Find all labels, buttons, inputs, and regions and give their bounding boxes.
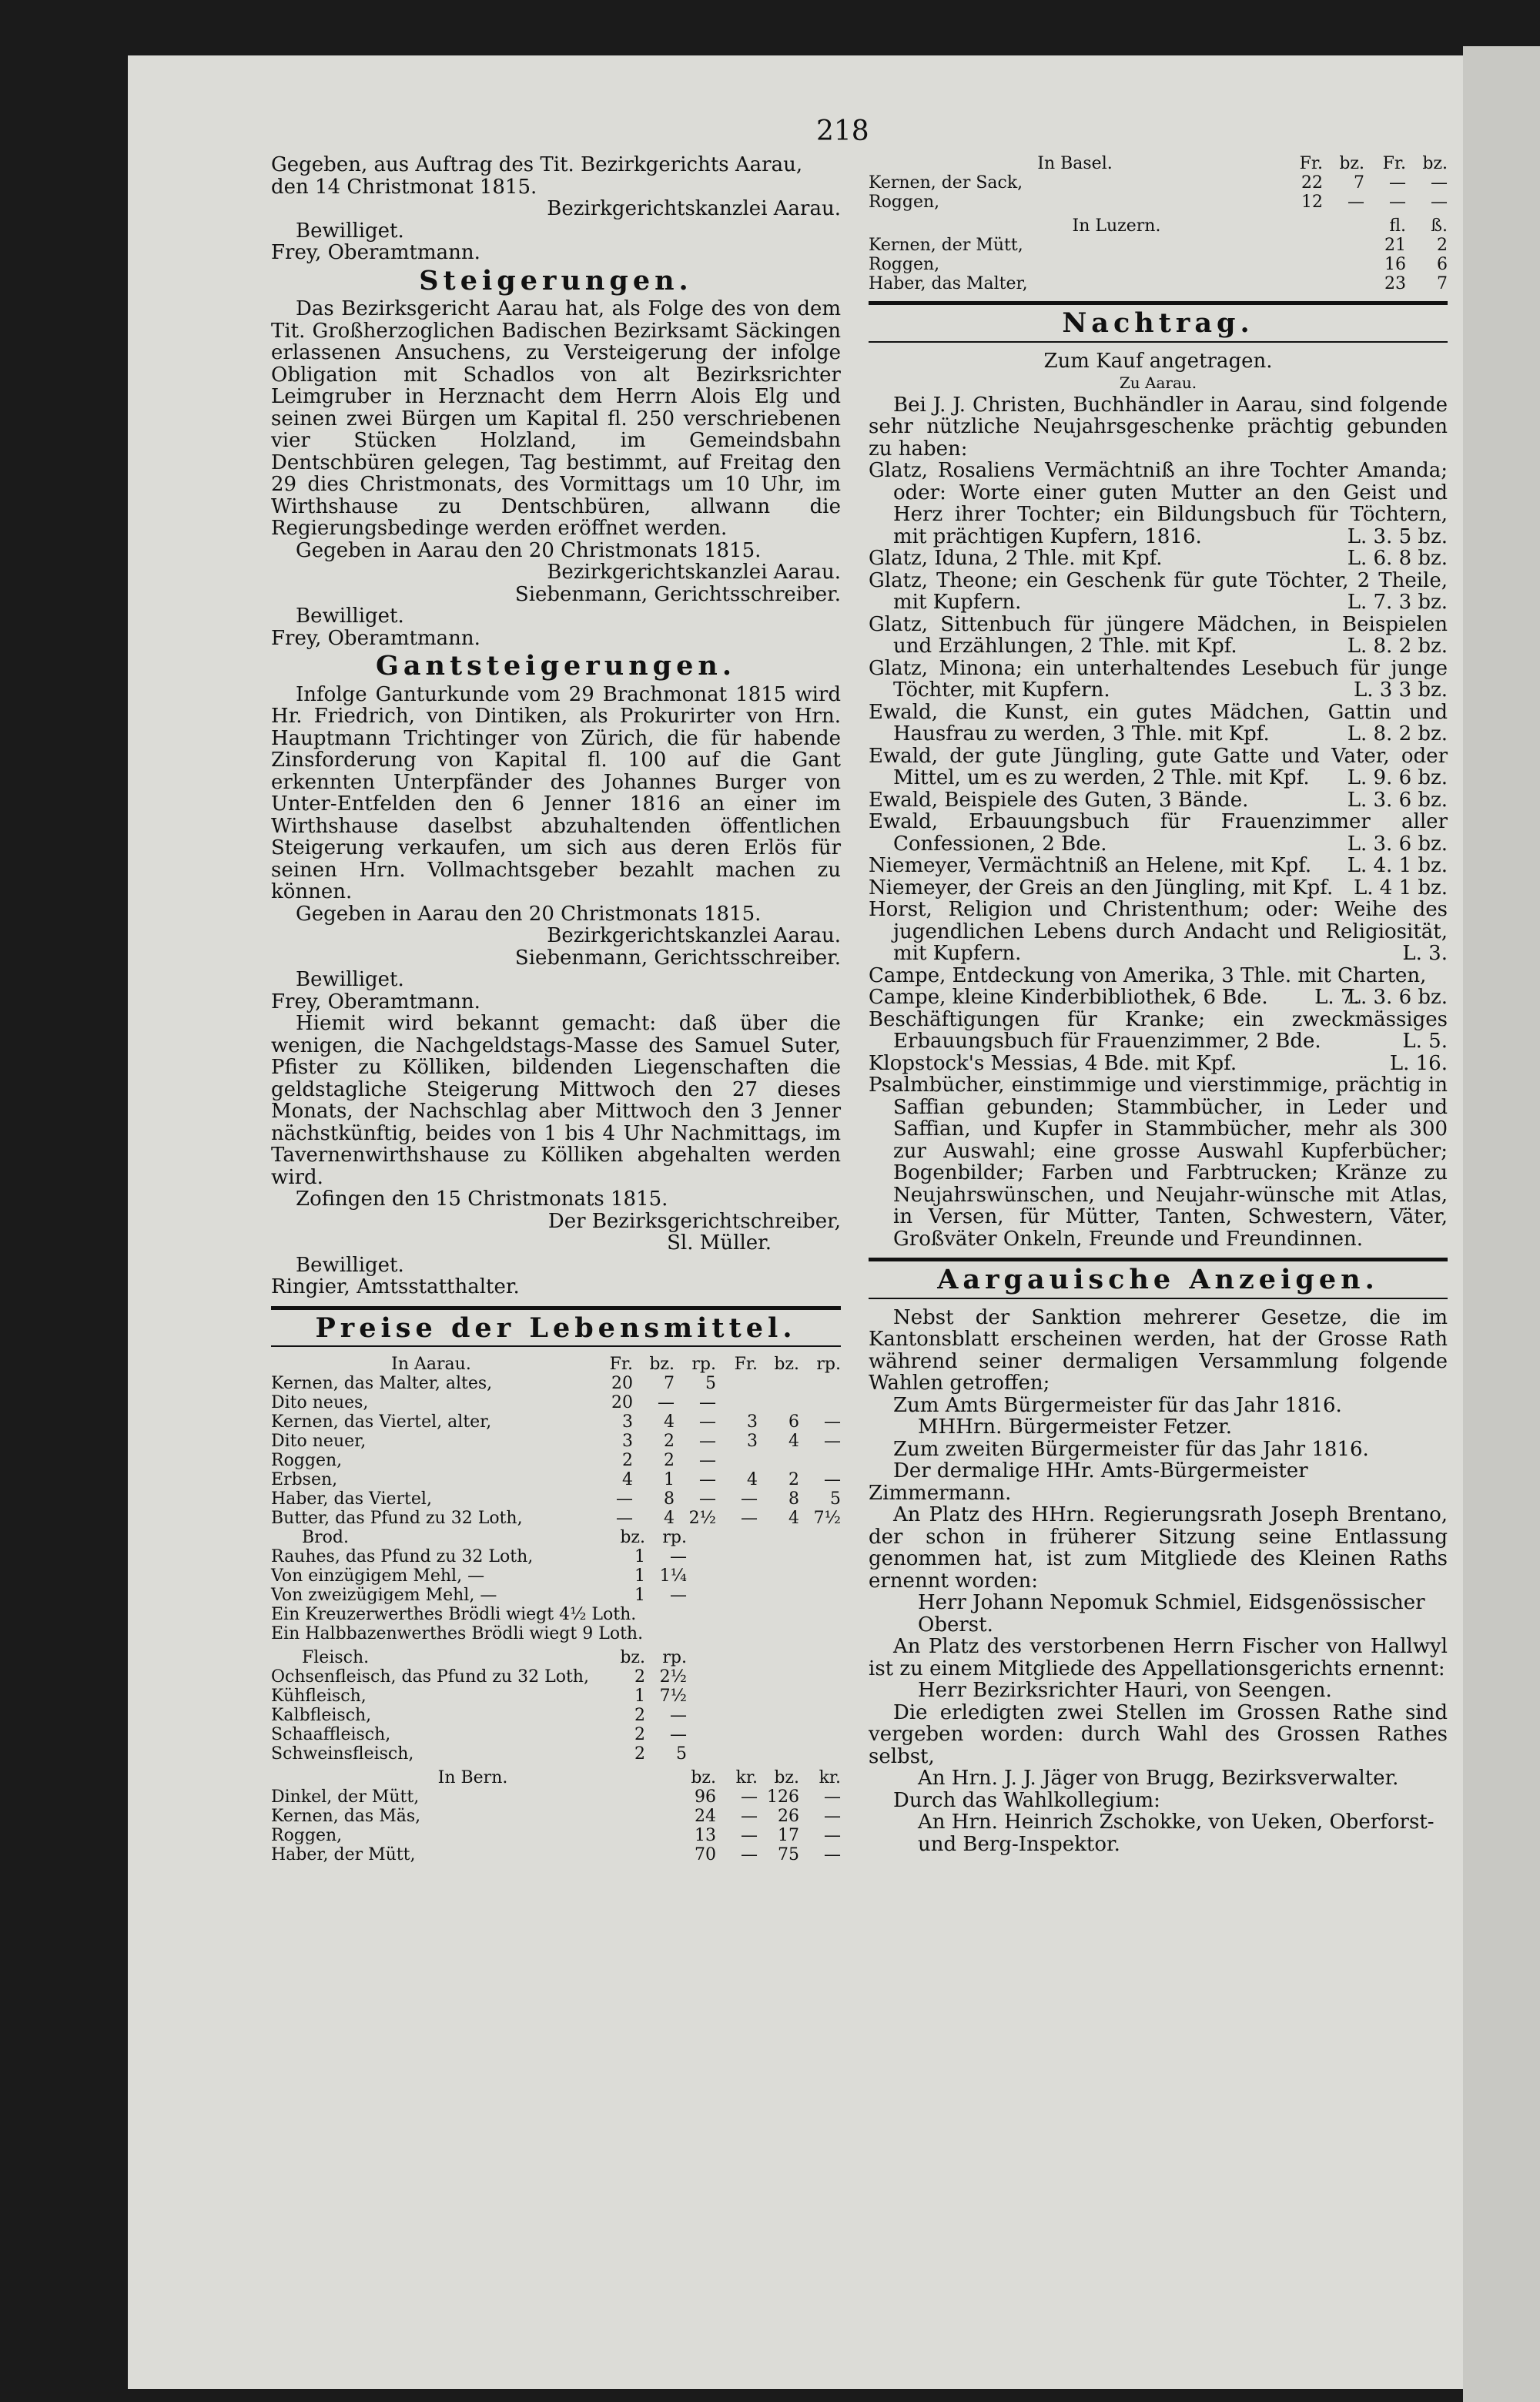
book-title: Niemeyer, der Greis an den Jüngling, mit Kpf. xyxy=(869,876,1334,899)
gant-sign2: Ringier, Amtsstatthalter. xyxy=(271,1275,520,1298)
bern-place: In Bern. xyxy=(437,1768,508,1787)
aarau-price-row-label: Kernen, das Malter, altes, xyxy=(271,1374,493,1393)
col-head: Fr. xyxy=(609,1355,633,1374)
aarau-price-table xyxy=(271,1355,841,1864)
book-title: Glatz, Theone; ein Geschenk für gute Töchter, 2 Theile, mit Kupfern. xyxy=(869,568,1448,614)
luzern-price-row xyxy=(869,236,1448,255)
gant-approved2: Bewilliget. xyxy=(296,1253,404,1277)
court1-sign: Frey, Oberamtmann. xyxy=(271,241,480,264)
fleisch-price-row-label: Kalbfleisch, xyxy=(271,1706,372,1725)
book-price: L. 8. 2 bz. xyxy=(1347,722,1448,745)
book-item xyxy=(869,1074,1448,1250)
aarau-price-row-value: — xyxy=(699,1432,716,1451)
col-head: rp. xyxy=(816,1355,841,1374)
bern-price-row-value: — xyxy=(824,1845,841,1864)
basel-place: In Basel. xyxy=(1037,154,1113,173)
bern-price-row xyxy=(271,1807,841,1826)
book-price: L. 3. 6 bz. xyxy=(1347,788,1448,812)
col-head: bz. xyxy=(774,1355,799,1374)
basel-price-row-value: — xyxy=(1389,173,1406,193)
book-list xyxy=(869,460,1448,1250)
aarau-price-row-value: 4 xyxy=(664,1412,675,1432)
section-rule xyxy=(869,301,1448,305)
book-item xyxy=(869,460,1448,548)
col-head: rp. xyxy=(662,1648,687,1667)
aarau-price-row-value: 3 xyxy=(622,1432,633,1451)
bern-price-row-value: — xyxy=(741,1826,758,1845)
brod-price-row xyxy=(271,1586,841,1605)
gant-date: Gegeben in Aarau den 20 Christmonats 1815. xyxy=(296,902,762,926)
gant-clerk2: Der Bezirksgerichtschreiber, xyxy=(547,1209,841,1233)
spacer xyxy=(708,1605,841,1624)
brod-price-row xyxy=(271,1566,841,1586)
book-price: L. 6. 8 bz. xyxy=(1347,547,1448,570)
steigerungen-clerk: Siebenmann, Gerichtsschreiber. xyxy=(514,582,841,606)
book-title: Glatz, Iduna, 2 Thle. mit Kpf. xyxy=(869,547,1163,570)
gant-date2: Zofingen den 15 Christmonats 1815. xyxy=(296,1188,668,1211)
book-price: L. 4. 1 bz. xyxy=(1347,854,1448,877)
book-item xyxy=(869,899,1448,965)
prices-heading: Preise der Lebensmittel. xyxy=(315,1312,797,1344)
fleisch-price-row xyxy=(271,1744,841,1764)
fleisch-price-row-label: Schaaffleisch, xyxy=(271,1725,391,1744)
book-price: L. 4 1 bz. xyxy=(1353,876,1448,899)
fleisch-price-row xyxy=(271,1706,841,1725)
aarau-price-row-value xyxy=(716,1374,758,1393)
aarau-price-row xyxy=(271,1393,841,1412)
bern-price-row-label: Roggen, xyxy=(271,1826,343,1845)
bern-price-row-value: — xyxy=(741,1807,758,1826)
col-head: bz. xyxy=(1422,154,1448,173)
book-title: Ewald, der gute Jüngling, gute Gatte und Vater, oder Mittel, um es zu werden, 2 Thle. mit Kpf. xyxy=(869,744,1448,789)
brod-price-row-label: Ein Kreuzerwerthes Brödli wiegt 4½ Loth. xyxy=(271,1605,637,1624)
nachtrag-subtitle: Zum Kauf angetragen. xyxy=(1043,349,1273,373)
anzeigen-l1: Zum Amts Bürgermeister für das Jahr 1816. xyxy=(893,1393,1342,1417)
luzern-price-row xyxy=(869,274,1448,293)
col-head: ß. xyxy=(1431,216,1448,236)
fleisch-price-row-value: 5 xyxy=(676,1744,687,1764)
basel-price-row-value: — xyxy=(1389,193,1406,212)
book-title: Klopstock's Messias, 4 Bde. mit Kpf. xyxy=(869,1051,1237,1075)
anzeigen-l5: Herr Johann Nepomuk Schmiel, Eidsgenössischer Oberst. xyxy=(918,1591,1425,1637)
spacer xyxy=(687,1566,841,1586)
gant-approved: Bewilliget. xyxy=(296,968,404,991)
aarau-price-row-label: Roggen, xyxy=(271,1451,343,1470)
aarau-price-row-value: 8 xyxy=(664,1489,675,1509)
col-head: bz. xyxy=(774,1768,799,1787)
col-head: bz. xyxy=(1339,154,1364,173)
fleisch-price-row-value: 2 xyxy=(634,1706,645,1725)
aarau-price-row-value xyxy=(716,1451,758,1470)
aarau-price-row-label: Erbsen, xyxy=(271,1470,338,1489)
gant-clerk2-name: Sl. Müller. xyxy=(667,1231,772,1255)
book-title: Beschäftigungen für Kranke; ein zweckmässiges Erbauungsbuch für Frauenzimmer, 2 Bde. xyxy=(869,1007,1448,1053)
brod-price-row-value: — xyxy=(670,1547,687,1566)
book-price: L. 3. 6 bz. xyxy=(1347,986,1448,1009)
bern-price-row-value: — xyxy=(824,1807,841,1826)
anzeigen-p2: An Platz des HHrn. Regierungsrath Joseph Brentano, der schon in früherer Sitzung seine Entlassung genommen hat, ist zum Mitgliede des Kleinen Raths ernennt worden: xyxy=(869,1503,1448,1593)
spacer xyxy=(687,1547,841,1566)
book-item xyxy=(869,855,1448,877)
fleisch-price-row-value: 2 xyxy=(634,1667,645,1687)
court1-office: Bezirkgerichtskanzlei Aarau. xyxy=(547,197,841,220)
basel-header xyxy=(869,154,1448,173)
steigerungen-heading: Steigerungen. xyxy=(419,264,693,296)
anzeigen-p1: Nebst der Sanktion mehrerer Gesetze, die im Kantonsblatt erscheinen werden, hat der Grosse Rath während seiner dermaligen Versammlung folgende Wahlen getroffen; xyxy=(869,1305,1448,1395)
luzern-price-row-label: Kernen, der Mütt, xyxy=(869,236,1023,255)
aarau-price-row xyxy=(271,1451,841,1470)
book-price: L. 7. 3 bz. xyxy=(1347,591,1448,614)
bern-price-row-label: Haber, der Mütt, xyxy=(271,1845,416,1864)
spacer xyxy=(712,1624,841,1643)
basel-price-row xyxy=(869,193,1448,212)
aarau-price-row-value: — xyxy=(741,1489,758,1509)
nachtrag-intro: Bei J. J. Christen, Buchhändler in Aarau, sind folgende sehr nützliche Neujahrsgeschenke prächtig gebunden zu haben: xyxy=(869,393,1448,461)
aarau-price-row-value: 2 xyxy=(622,1451,633,1470)
steigerungen-office: Bezirkgerichtskanzlei Aarau. xyxy=(547,561,841,584)
gant-sign: Frey, Oberamtmann. xyxy=(271,990,480,1013)
aarau-price-row-label: Dito neues, xyxy=(271,1393,369,1412)
nachtrag-heading: Nachtrag. xyxy=(1062,307,1254,339)
fleisch-price-row-value: — xyxy=(670,1706,687,1725)
book-title: Campe, Entdeckung von Amerika, 3 Thle. mit Charten, xyxy=(869,963,1427,987)
aarau-price-row-value: — xyxy=(658,1393,675,1412)
luzern-price-row-value: 21 xyxy=(1384,236,1406,255)
next-page-edge xyxy=(1463,46,1540,2402)
aarau-price-row-value: 7½ xyxy=(813,1509,841,1528)
basel-price-row-value: — xyxy=(1431,193,1448,212)
luzern-price-row-label: Roggen, xyxy=(869,255,940,274)
steigerungen-date: Gegeben in Aarau den 20 Christmonats 1815. xyxy=(296,538,762,562)
book-title: Ewald, Beispiele des Guten, 3 Bände. xyxy=(869,788,1249,812)
fleisch-price-row-value: 7½ xyxy=(659,1687,687,1706)
brod-price-row-value: 1 xyxy=(634,1566,645,1586)
fleisch-price-row-label: Schweinsfleisch, xyxy=(271,1744,414,1764)
left-column xyxy=(271,154,841,1864)
right-column xyxy=(869,154,1448,1855)
brod-price-row-label: Von einzügigem Mehl, — xyxy=(271,1566,485,1586)
anzeigen-l3: Zum zweiten Bürgermeister für das Jahr 1816. xyxy=(893,1437,1369,1461)
anzeigen-l6: Herr Bezirksrichter Hauri, von Seengen. xyxy=(918,1679,1332,1702)
brod-price-row-value: 1¼ xyxy=(659,1566,687,1586)
brod-price-row-value xyxy=(678,1624,712,1643)
aarau-price-row-value: 8 xyxy=(788,1489,799,1509)
book-title: Campe, kleine Kinderbibliothek, 6 Bde. xyxy=(869,986,1268,1009)
steigerungen-approved: Bewilliget. xyxy=(296,605,404,628)
aarau-price-row-value: — xyxy=(616,1489,633,1509)
brod-price-row-value: 1 xyxy=(634,1586,645,1605)
aarau-price-row-value xyxy=(716,1393,758,1412)
luzern-price-row xyxy=(869,255,1448,274)
basel-price-row-value: 7 xyxy=(1354,173,1364,193)
book-title: Glatz, Rosaliens Vermächtniß an ihre Tochter Amanda; oder: Worte einer guten Mutter an den Geist und Herz ihrer Tochter; ein Bildungsbuch für Töchtern, mit prächtigen Kupfern, 1816. xyxy=(869,459,1448,548)
anzeigen-heading: Aargauische Anzeigen. xyxy=(937,1264,1379,1295)
spacer xyxy=(687,1706,841,1725)
brod-price-row-value xyxy=(643,1624,678,1643)
luzern-price-row-value: 6 xyxy=(1437,255,1448,274)
aarau-price-row xyxy=(271,1412,841,1432)
aarau-price-row-value xyxy=(758,1374,799,1393)
bern-price-row-value: 17 xyxy=(778,1826,799,1845)
brod-price-row-label: Ein Halbbazenwerthes Brödli wiegt 9 Loth. xyxy=(271,1624,644,1643)
aarau-price-row-value: 6 xyxy=(788,1412,799,1432)
aarau-price-row-label: Haber, das Viertel, xyxy=(271,1489,432,1509)
basel-price-row-value: — xyxy=(1348,193,1364,212)
aarau-price-row-value: 4 xyxy=(747,1470,758,1489)
bern-price-row-value: 13 xyxy=(695,1826,716,1845)
brod-price-row-label: Rauhes, das Pfund zu 32 Loth, xyxy=(271,1547,534,1566)
book-item xyxy=(869,789,1448,812)
luzern-price-row-value: 7 xyxy=(1437,274,1448,293)
section-rule xyxy=(869,341,1448,343)
fleisch-price-row-value: 1 xyxy=(634,1687,645,1706)
bern-price-row-value: 26 xyxy=(778,1807,799,1826)
aarau-price-row xyxy=(271,1470,841,1489)
aarau-price-row-value: — xyxy=(741,1509,758,1528)
book-title: Ewald, die Kunst, ein gutes Mädchen, Gattin und Hausfrau zu werden, 3 Thle. mit Kpf. xyxy=(869,700,1448,745)
aarau-price-row-value: 2 xyxy=(664,1451,675,1470)
fleisch-label: Fleisch. xyxy=(302,1648,370,1667)
fleisch-price-row xyxy=(271,1725,841,1744)
bern-price-row-value: 126 xyxy=(767,1787,799,1807)
bern-price-row-value: 70 xyxy=(695,1845,716,1864)
aarau-price-row-value: 4 xyxy=(664,1509,675,1528)
spacer xyxy=(687,1667,841,1687)
aarau-price-row-label: Kernen, das Viertel, alter, xyxy=(271,1412,492,1432)
aarau-price-row-value xyxy=(799,1393,841,1412)
gant-body2: Hiemit wird bekannt gemacht: daß über die wenigen, die Nachgeldstags-Masse des Samuel Suter, Pfister zu Kölliken, bildenden Liegenschaften die geldstagliche Steigerung Mittwoch den 27 dieses Monats, der Nachschlag aber Mittwoch den 3 Jenner nächstkünftig, beides von 1 bis 4 Uhr Nachmittags, im Tavernenwirthshause zu Kölliken abgehalten werden wird. xyxy=(271,1012,841,1189)
col-head: bz. xyxy=(620,1648,645,1667)
luzern-price-row-label: Haber, das Malter, xyxy=(869,274,1028,293)
anzeigen-l4: Der dermalige HHr. Amts-Bürgermeister Zimmermann. xyxy=(869,1459,1308,1505)
book-item xyxy=(869,614,1448,658)
aarau-price-row xyxy=(271,1489,841,1509)
brod-price-row xyxy=(271,1605,841,1624)
gant-office: Bezirkgerichtskanzlei Aarau. xyxy=(547,924,841,947)
aarau-price-row-value: 2½ xyxy=(688,1509,716,1528)
book-item xyxy=(869,1009,1448,1053)
bern-price-row-value: 96 xyxy=(695,1787,716,1807)
book-price: L. 9. 6 bz. xyxy=(1347,766,1448,789)
aarau-price-row-value: 2 xyxy=(788,1470,799,1489)
brod-price-row-label: Von zweizügigem Mehl, — xyxy=(271,1586,497,1605)
court1-line2: den 14 Christmonat 1815. xyxy=(271,175,537,199)
book-price: L. 3. 6 bz. xyxy=(1347,832,1448,856)
aarau-price-row-value: 4 xyxy=(788,1509,799,1528)
fleisch-price-row-value: 2 xyxy=(634,1744,645,1764)
book-title: Psalmbücher, einstimmige und vierstimmige, prächtig in Saffian gebunden; Stammbücher, in Leder und Saffian, und Kupfer in Stammbücher, mehr als 300 zur Auswahl; eine grosse Auswahl Kupferbücher; Bogenbilder; Farben und Farbtrucken; Kränze zu Neujahrswünschen, und Neujahr-wünsche mit Atlas, in Versen, für Mütter, Tanten, Schwestern, Väter, Großväter Onkeln, Freunde und Freundinnen. xyxy=(869,1074,1448,1251)
book-price: L. 5. xyxy=(1402,1030,1448,1053)
book-title: Horst, Religion und Christenthum; oder: Weihe des jugendlichen Lebens durch Andacht und Religiosität, mit Kupfern. xyxy=(869,898,1448,965)
section-rule xyxy=(869,1258,1448,1261)
book-title: Ewald, Erbauungsbuch für Frauenzimmer aller Confessionen, 2 Bde. xyxy=(869,810,1448,856)
luzern-place: In Luzern. xyxy=(1072,216,1161,236)
aarau-place: In Aarau. xyxy=(391,1355,471,1374)
gant-clerk: Siebenmann, Gerichtsschreiber. xyxy=(514,946,841,970)
aarau-price-row-value xyxy=(758,1393,799,1412)
steigerungen-sign: Frey, Oberamtmann. xyxy=(271,626,480,650)
anzeigen-l2: MHHrn. Bürgermeister Fetzer. xyxy=(918,1415,1233,1439)
book-price: L. 7. xyxy=(1314,986,1360,1009)
book-price: L. 16. xyxy=(1389,1051,1448,1075)
aarau-price-row-label: Butter, das Pfund zu 32 Loth, xyxy=(271,1509,523,1528)
book-item xyxy=(869,877,1448,899)
book-title: Niemeyer, Vermächtniß an Helene, mit Kpf. xyxy=(869,854,1312,877)
basel-price-row-value: — xyxy=(1431,173,1448,193)
aarau-price-row-value: 2 xyxy=(664,1432,675,1451)
aarau-price-row-value: 3 xyxy=(747,1432,758,1451)
gant-body: Infolge Ganturkunde vom 29 Brachmonat 1815 wird Hr. Friedrich, von Dintiken, als Prokurirter von Hrn. Hauptmann Trichtinger von Zürich, die für habende Zinsforderung von Kapital fl. 100 auf die Gant erkennten Unterpfänder des Johannes Burger von Unter-Entfelden den 6 Jenner 1816 an einer im Wirthshause daselbst abzuhaltenden öffentlichen Steigerung verkaufen, um sich aus deren Erlös für seinen Hrn. Vollmachtsgeber bezahlt machen zu können. xyxy=(271,682,841,903)
basel-price-row xyxy=(869,173,1448,193)
book-item xyxy=(869,570,1448,614)
col-head: bz. xyxy=(691,1768,716,1787)
brod-price-row-value: — xyxy=(670,1586,687,1605)
book-item xyxy=(869,702,1448,745)
aarau-header xyxy=(271,1355,841,1374)
aarau-price-row xyxy=(271,1432,841,1451)
aarau-price-row-value: — xyxy=(699,1412,716,1432)
basel-price-row-value: 12 xyxy=(1301,193,1323,212)
luzern-price-row-value: 2 xyxy=(1437,236,1448,255)
col-head: rp. xyxy=(691,1355,716,1374)
aarau-price-row-value: 3 xyxy=(622,1412,633,1432)
aarau-price-row xyxy=(271,1509,841,1528)
col-head: bz. xyxy=(649,1355,675,1374)
section-rule xyxy=(869,1298,1448,1299)
aarau-price-row-value: 20 xyxy=(611,1374,633,1393)
book-price: L. 3. xyxy=(1402,942,1448,965)
fleisch-price-row-value: 2½ xyxy=(659,1667,687,1687)
book-price: L. 3. 5 bz. xyxy=(1347,524,1448,548)
steigerungen-body: Das Bezirksgericht Aarau hat, als Folge des von dem Tit. Großherzoglichen Badischen Bezirksamt Säckingen erlassenen Ansuchens, zu Versteigerung der infolge Obligation mit Schadlos von alt Bezirksrichter Leimgruber in Herznacht dem Herrn Alois Elg und seinen zwei Bürgen um Kapital fl. 250 verschriebenen vier Stücken Holzland, im Gemeindsbahn Dentschbüren gelegen, Tag bestimmt, auf Freitag den 29 dies Christmonats, des Vormittags um 10 Uhr, im Wirthshause zu Dentschbüren, allwann die Regierungsbedinge werden eröffnet werden. xyxy=(271,297,841,540)
fleisch-price-row-label: Kühfleisch, xyxy=(271,1687,367,1706)
bern-price-row-value: 75 xyxy=(778,1845,799,1864)
spacer xyxy=(687,1586,841,1605)
luzern-price-row-value: 16 xyxy=(1384,255,1406,274)
spacer xyxy=(687,1744,841,1764)
brod-price-row xyxy=(271,1624,841,1643)
book-item xyxy=(869,658,1448,702)
anzeigen-p3: An Platz des verstorbenen Herrn Fischer von Hallwyl ist zu einem Mitgliede des Appellationsgerichts ernennt: xyxy=(869,1635,1448,1680)
aarau-price-row xyxy=(271,1374,841,1393)
section-rule xyxy=(271,1345,841,1347)
luzern-price-row-value: 23 xyxy=(1384,274,1406,293)
brod-price-row-value xyxy=(636,1605,672,1624)
aarau-price-row-value: 7 xyxy=(664,1374,675,1393)
brod-price-row xyxy=(271,1547,841,1566)
gantsteigerungen-heading: Gantsteigerungen. xyxy=(375,650,737,682)
bern-price-row-label: Kernen, das Mäs, xyxy=(271,1807,421,1826)
luzern-header xyxy=(869,216,1448,236)
col-head: Fr. xyxy=(734,1355,758,1374)
aarau-price-row-label: Dito neuer, xyxy=(271,1432,367,1451)
fleisch-price-row xyxy=(271,1667,841,1687)
aarau-price-row-value: — xyxy=(616,1509,633,1528)
aarau-price-row-value: — xyxy=(699,1489,716,1509)
col-head: fl. xyxy=(1389,216,1406,236)
aarau-price-row-value: — xyxy=(699,1470,716,1489)
brod-header xyxy=(271,1528,841,1547)
col-head: kr. xyxy=(735,1768,758,1787)
book-title: Glatz, Sittenbuch für jüngere Mädchen, in Beispielen und Erzählungen, 2 Thle. mit Kpf. xyxy=(869,612,1448,658)
fleisch-header xyxy=(271,1648,841,1667)
basel-price-row-label: Kernen, der Sack, xyxy=(869,173,1023,193)
aarau-price-row-value xyxy=(799,1374,841,1393)
section-rule xyxy=(271,1306,841,1310)
spacer xyxy=(687,1725,841,1744)
aarau-price-row-value: 4 xyxy=(622,1470,633,1489)
brod-price-row-value xyxy=(672,1605,708,1624)
col-head: Fr. xyxy=(1382,154,1406,173)
anzeigen-p4: Die erledigten zwei Stellen im Grossen Rathe sind vergeben worden: durch Wahl des Grossen Rathes selbst, xyxy=(869,1700,1448,1768)
page-number: 218 xyxy=(816,116,869,147)
anzeigen-l7: An Hrn. J. J. Jäger von Brugg, Bezirksverwalter. xyxy=(918,1767,1399,1790)
aarau-price-row-value: 5 xyxy=(830,1489,841,1509)
col-head: Fr. xyxy=(1299,154,1323,173)
book-item xyxy=(869,745,1448,789)
fleisch-price-row-label: Ochsenfleisch, das Pfund zu 32 Loth, xyxy=(271,1667,589,1687)
aarau-price-row-value: 3 xyxy=(747,1412,758,1432)
bern-price-row-value: — xyxy=(824,1787,841,1807)
aarau-price-row-value: — xyxy=(699,1393,716,1412)
basel-price-row-label: Roggen, xyxy=(869,193,940,212)
aarau-price-row-value: 5 xyxy=(705,1374,716,1393)
anzeigen-l8: Durch das Wahlkollegium: xyxy=(893,1788,1160,1812)
bern-price-row-value: — xyxy=(741,1845,758,1864)
book-item xyxy=(869,1053,1448,1075)
bern-price-row-value: 24 xyxy=(695,1807,716,1826)
bern-price-row-label: Dinkel, der Mütt, xyxy=(271,1787,420,1807)
fleisch-price-row-value: 2 xyxy=(634,1725,645,1744)
aarau-price-row-value: — xyxy=(824,1470,841,1489)
basel-price-row-value: 22 xyxy=(1301,173,1323,193)
bern-price-row xyxy=(271,1845,841,1864)
book-item xyxy=(869,548,1448,570)
spacer xyxy=(687,1687,841,1706)
basel-price-table xyxy=(869,154,1448,293)
book-title: Glatz, Minona; ein unterhaltendes Lesebuch für junge Töchter, mit Kupfern. xyxy=(869,656,1448,702)
brod-label: Brod. xyxy=(302,1528,350,1547)
aarau-price-row-value: 4 xyxy=(788,1432,799,1451)
court1-approved: Bewilliget. xyxy=(296,219,404,243)
aarau-price-row-value: — xyxy=(699,1451,716,1470)
bern-price-row xyxy=(271,1787,841,1807)
court1-line1: Gegeben, aus Auftrag des Tit. Bezirkgerichts Aarau, xyxy=(271,153,803,176)
aarau-price-row-value: — xyxy=(824,1412,841,1432)
bern-price-row-value: — xyxy=(741,1787,758,1807)
fleisch-price-row xyxy=(271,1687,841,1706)
anzeigen-l9: An Hrn. Heinrich Zschokke, von Ueken, Oberforst- und Berg-Inspektor. xyxy=(918,1811,1435,1856)
bern-header xyxy=(271,1768,841,1787)
book-item xyxy=(869,811,1448,855)
book-price: L. 3 3 bz. xyxy=(1353,678,1448,702)
aarau-price-row-value: 1 xyxy=(664,1470,675,1489)
bern-price-row-value: — xyxy=(824,1826,841,1845)
aarau-price-row-value xyxy=(758,1451,799,1470)
brod-price-row-value: 1 xyxy=(634,1547,645,1566)
aarau-price-row-value: 20 xyxy=(611,1393,633,1412)
fleisch-price-row-value: — xyxy=(670,1725,687,1744)
aarau-price-row-value xyxy=(799,1451,841,1470)
nachtrag-place: Zu Aarau. xyxy=(1119,374,1197,392)
bern-price-row xyxy=(271,1826,841,1845)
col-head: rp. xyxy=(662,1528,687,1547)
book-price: L. 8. 2 bz. xyxy=(1347,635,1448,658)
col-head: kr. xyxy=(819,1768,841,1787)
aarau-price-row-value: — xyxy=(824,1432,841,1451)
col-head: bz. xyxy=(620,1528,645,1547)
